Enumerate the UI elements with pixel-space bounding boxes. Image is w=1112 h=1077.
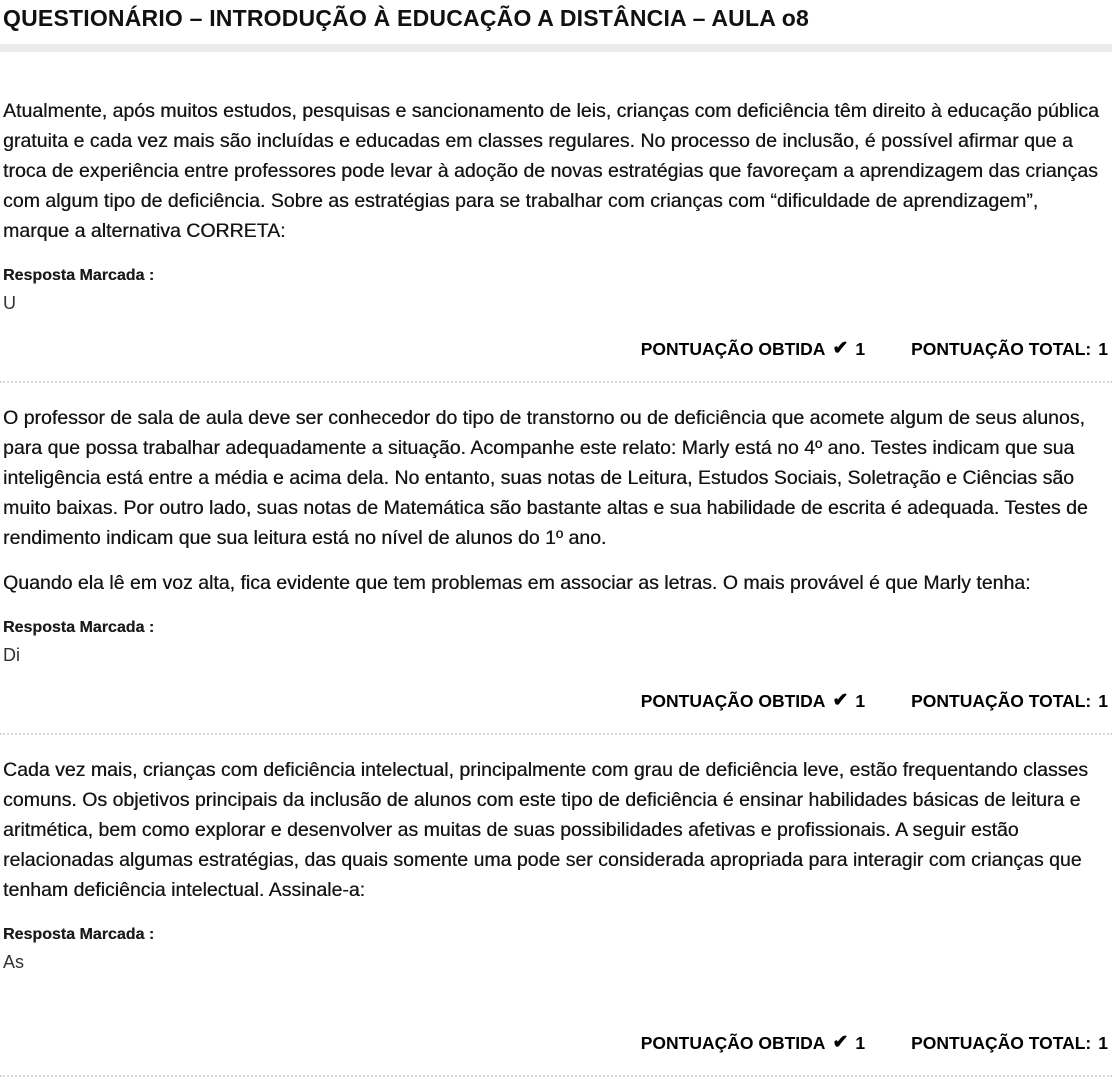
marked-answer-value: U [3,293,16,313]
check-icon: ✔ [832,1031,849,1053]
score-total-label: PONTUAÇÃO TOTAL: [911,1033,1092,1053]
score-obtained-value: 1 [855,691,866,711]
question-block-2 [0,383,1112,733]
question-text-continued: Quando ela lê em voz alta, fica evidente que tem problemas em associar as letras. O mais provável é que Marly tenha: [3,572,1031,594]
score-obtained [641,337,865,361]
score-total-label: PONTUAÇÃO TOTAL: [911,691,1092,711]
score-obtained-value: 1 [855,1033,866,1053]
question-text: Cada vez mais, crianças com deficiência intelectual, principalmente com grau de deficiência leve, estão frequentando classes comuns. Os objetivos principais da inclusão de alunos com este tipo de deficiência é ensinar habilidades básicas de leitura e aritmética, bem como explorar e desenvolver as muitas de suas possibilidades afetivas e profissionais. A seguir estão relacionadas algumas estratégias, das quais somente uma pode ser considerada apropriada para interagir com crianças que tenham deficiência intelectual. Assinale-a: [3,759,1088,901]
question-text: O professor de sala de aula deve ser conhecedor do tipo de transtorno ou de deficiência que acomete algum de seus alunos, para que possa trabalhar adequadamente a situação. Acompanhe este relato: Marly está no 4º ano. Testes indicam que sua inteligência está entre a média e acima dela. No entanto, suas notas de Leitura, Estudos Sociais, Soletração e Ciências são muito baixas. Por outro lado, suas notas de Matemática são bastante altas e sua habilidade de escrita é adequada. Testes de rendimento indicam que sua leitura está no nível de alunos do 1º ano. [3,407,1088,549]
score-total [911,337,1108,361]
marked-answer-value: Di [3,645,20,665]
score-obtained-label: PONTUAÇÃO OBTIDA [640,339,826,359]
marked-answer-label: Resposta Marcada : [3,926,155,943]
marked-answer-value: As [3,952,25,972]
score-total-label: PONTUAÇÃO TOTAL: [911,339,1092,359]
score-total-value: 1 [1098,1033,1108,1053]
score-total [911,689,1108,713]
check-icon: ✔ [832,337,849,359]
score-total-value: 1 [1098,339,1108,359]
score-obtained [641,689,865,713]
marked-answer-label: Resposta Marcada : [3,267,155,284]
page-title: QUESTIONÁRIO – INTRODUÇÃO À EDUCAÇÃO A DISTÂNCIA – AULA o8 [3,5,809,31]
score-total-value: 1 [1098,691,1108,711]
score-row [3,337,1108,361]
score-row [3,1031,1108,1055]
score-obtained [641,1031,865,1055]
score-obtained-label: PONTUAÇÃO OBTIDA [640,691,826,711]
marked-answer-label: Resposta Marcada : [3,619,155,636]
check-icon: ✔ [832,689,849,711]
title-divider-bar [0,44,1112,52]
score-obtained-label: PONTUAÇÃO OBTIDA [640,1033,826,1053]
score-row [3,689,1108,713]
score-total [911,1031,1108,1055]
question-text: Atualmente, após muitos estudos, pesquisas e sancionamento de leis, crianças com deficiência têm direito à educação pública gratuita e cada vez mais são incluídas e educadas em classes regulares. No processo de inclusão, é possível afirmar que a troca de experiência entre professores pode levar à adoção de novas estratégias que favoreçam a aprendizagem das crianças com algum tipo de deficiência. Sobre as estratégias para se trabalhar com crianças com “dificuldade de aprendizagem”, marque a alternativa CORRETA: [3,100,1099,242]
question-block-3 [0,735,1112,1075]
question-block-1 [0,52,1112,381]
score-obtained-value: 1 [855,339,866,359]
